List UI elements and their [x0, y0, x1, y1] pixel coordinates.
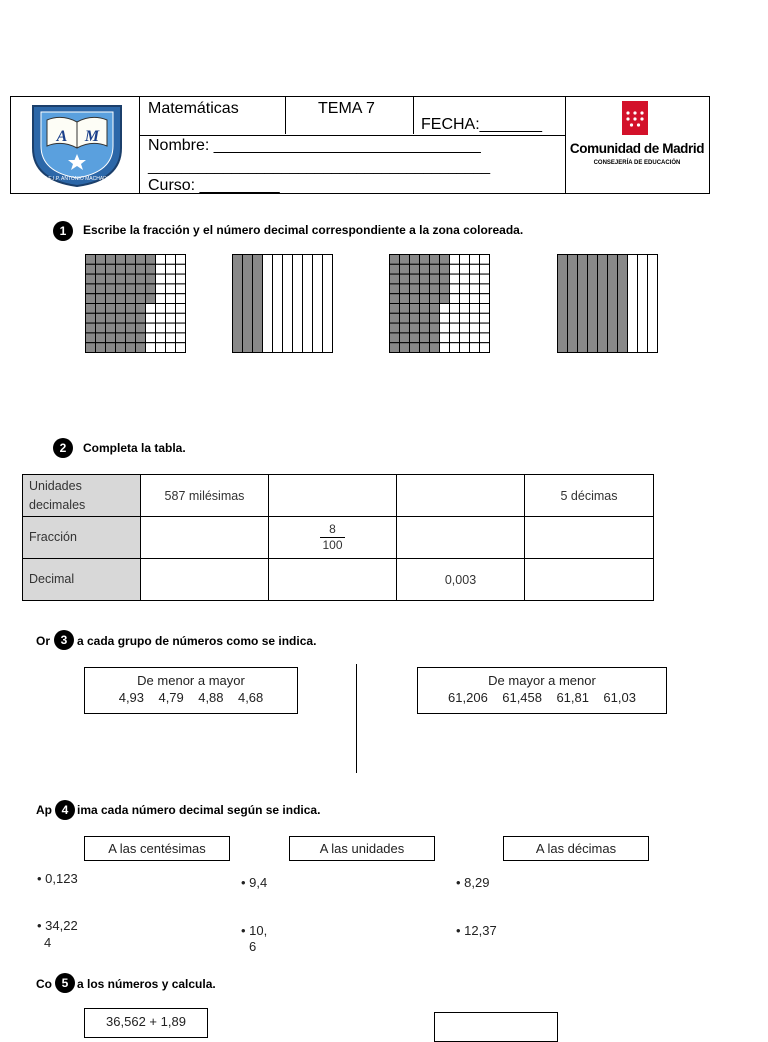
- strip-cell: [293, 255, 303, 353]
- grid-cell: [470, 255, 480, 265]
- grid-cell: [106, 274, 116, 284]
- grid-cell: [400, 343, 410, 353]
- exercise-3-number: 3: [54, 630, 74, 650]
- grid-cell: [410, 333, 420, 343]
- school-logo-icon: [29, 102, 125, 188]
- name-field-line2: _________________________________________: [148, 158, 491, 175]
- list-item: 4: [44, 935, 52, 950]
- grid-cell: [156, 323, 166, 333]
- grid-cell: [420, 333, 430, 343]
- grid-cell: [146, 264, 156, 274]
- grid-cell: [156, 304, 166, 314]
- table-row: [23, 475, 654, 517]
- grid-cell: [400, 294, 410, 304]
- grid-cell: [470, 343, 480, 353]
- strip-cell: [628, 255, 638, 353]
- tenth-strips-figure: [232, 254, 333, 353]
- round-tenths-box: A las décimas: [503, 836, 649, 861]
- exercise-1-instruction: Escribe la fracción y el número decimal correspondiente a la zona coloreada.: [83, 223, 524, 237]
- grid-cell: [176, 333, 186, 343]
- order-descending-box: [417, 667, 667, 714]
- grid-cell: [136, 294, 146, 304]
- grid-cell: [460, 333, 470, 343]
- grid-cell: [460, 313, 470, 323]
- grid-cell: [470, 333, 480, 343]
- strip-cell: [638, 255, 648, 353]
- grid-cell: [96, 313, 106, 323]
- grid-cell: [136, 255, 146, 265]
- grid-cell: [116, 255, 126, 265]
- grid-cell: [390, 343, 400, 353]
- grid-cell: [470, 323, 480, 333]
- date-field: FECHA:_______: [421, 116, 542, 133]
- grid-cell: [106, 313, 116, 323]
- grid-cell: [166, 294, 176, 304]
- grid-cell: [440, 294, 450, 304]
- grid-cell: [156, 284, 166, 294]
- grid-cell: [86, 323, 96, 333]
- grid-cell: [166, 323, 176, 333]
- grid-cell: [410, 284, 420, 294]
- exercise-5-instruction-prefix: Co: [36, 977, 52, 991]
- exercise-1-number: 1: [53, 221, 73, 241]
- region-department: CONSEJERÍA DE EDUCACIÓN: [593, 160, 681, 166]
- grid-cell: [106, 284, 116, 294]
- grid-cell: [440, 304, 450, 314]
- strip-cell: [558, 255, 568, 353]
- grid-cell: [86, 255, 96, 265]
- grid-cell: [86, 304, 96, 314]
- table-cell[interactable]: [525, 559, 654, 601]
- decimal-units-table: [22, 474, 654, 601]
- exercise-4-instruction-prefix: Ap: [36, 803, 52, 817]
- grid-cell: [166, 304, 176, 314]
- grid-cell: [176, 284, 186, 294]
- round-units-box: A las unidades: [289, 836, 435, 861]
- grid-cell: [430, 294, 440, 304]
- grid-cell: [116, 313, 126, 323]
- exercise-5-number: 5: [55, 973, 75, 993]
- course-field: Curso: _________: [148, 177, 280, 194]
- grid-cell: [410, 323, 420, 333]
- grid-cell: [440, 343, 450, 353]
- grid-cell: [430, 333, 440, 343]
- grid-cell: [116, 284, 126, 294]
- table-cell-fraction: [269, 517, 397, 559]
- grid-cell: [460, 274, 470, 284]
- table-cell[interactable]: 587 milésimas: [141, 475, 269, 517]
- grid-cell: [146, 294, 156, 304]
- grid-cell: [176, 274, 186, 284]
- grid-cell: [96, 333, 106, 343]
- grid-cell: [166, 343, 176, 353]
- grid-cell: [460, 294, 470, 304]
- grid-cell: [146, 284, 156, 294]
- exercise-2-instruction: Completa la tabla.: [83, 441, 186, 455]
- header-divider: [413, 135, 565, 136]
- exercise-2-number: 2: [53, 438, 73, 458]
- grid-cell: [156, 274, 166, 284]
- grid-cell: [106, 255, 116, 265]
- grid-cell: [400, 274, 410, 284]
- svg-text:A: A: [56, 128, 68, 145]
- grid-cell: [410, 264, 420, 274]
- box-title: De mayor a menor: [488, 673, 596, 688]
- calculation-box: 36,562 + 1,89: [84, 1008, 208, 1038]
- grid-cell: [116, 274, 126, 284]
- hundred-grid-figure: [85, 254, 186, 353]
- table-cell[interactable]: [141, 517, 269, 559]
- grid-cell: [480, 294, 490, 304]
- hundred-grid-figure: [389, 254, 490, 353]
- table-cell[interactable]: [397, 475, 525, 517]
- grid-cell: [470, 284, 480, 294]
- grid-cell: [420, 313, 430, 323]
- grid-cell: [116, 343, 126, 353]
- grid-cell: [450, 255, 460, 265]
- grid-cell: [460, 284, 470, 294]
- exercise-5-instruction: a los números y calcula.: [77, 977, 216, 991]
- grid-cell: [450, 333, 460, 343]
- round-hundredths-box: A las centésimas: [84, 836, 230, 861]
- list-item: • 0,123: [37, 871, 78, 886]
- grid-cell: [400, 255, 410, 265]
- grid-cell: [106, 343, 116, 353]
- strip-cell: [568, 255, 578, 353]
- grid-cell: [106, 264, 116, 274]
- grid-cell: [440, 274, 450, 284]
- grid-cell: [96, 255, 106, 265]
- grid-cell: [420, 264, 430, 274]
- grid-cell: [156, 333, 166, 343]
- strip-cell: [608, 255, 618, 353]
- grid-cell: [410, 255, 420, 265]
- grid-cell: [390, 333, 400, 343]
- grid-cell: [430, 284, 440, 294]
- grid-cell: [400, 264, 410, 274]
- grid-cell: [460, 255, 470, 265]
- grid-cell: [420, 284, 430, 294]
- grid-cell: [146, 274, 156, 284]
- grid-cell: [450, 264, 460, 274]
- grid-cell: [166, 264, 176, 274]
- grid-cell: [430, 264, 440, 274]
- grid-cell: [146, 343, 156, 353]
- grid-cell: [390, 255, 400, 265]
- number-list: 61,206 61,458 61,81 61,03: [448, 690, 636, 705]
- exercise-3-instruction: a cada grupo de números como se indica.: [77, 634, 317, 648]
- grid-cell: [136, 274, 146, 284]
- grid-cell: [410, 294, 420, 304]
- grid-cell: [126, 304, 136, 314]
- grid-cell: [86, 264, 96, 274]
- grid-cell: [96, 304, 106, 314]
- grid-cell: [136, 304, 146, 314]
- grid-cell: [96, 264, 106, 274]
- grid-cell: [136, 313, 146, 323]
- grid-cell: [106, 333, 116, 343]
- grid-cell: [400, 323, 410, 333]
- strip-cell: [578, 255, 588, 353]
- header-divider: [139, 135, 413, 136]
- grid-cell: [176, 323, 186, 333]
- exercise-3-instruction-prefix: Or: [36, 634, 51, 648]
- grid-cell: [460, 323, 470, 333]
- strip-cell: [618, 255, 628, 353]
- grid-cell: [480, 313, 490, 323]
- grid-cell: [470, 313, 480, 323]
- topic-label: TEMA 7: [318, 100, 375, 117]
- grid-cell: [126, 294, 136, 304]
- tenth-strips-figure: [557, 254, 658, 353]
- strip-cell: [598, 255, 608, 353]
- table-cell[interactable]: 5 décimas: [525, 475, 654, 517]
- grid-cell: [470, 294, 480, 304]
- calculation-box-2: [434, 1012, 558, 1042]
- comunidad-madrid-logo: [566, 101, 708, 189]
- strip-cell: [253, 255, 263, 353]
- grid-cell: [400, 304, 410, 314]
- grid-cell: [176, 255, 186, 265]
- column-divider: [356, 664, 357, 773]
- strip-cell: [588, 255, 598, 353]
- grid-cell: [136, 284, 146, 294]
- grid-cell: [156, 343, 166, 353]
- grid-cell: [460, 264, 470, 274]
- grid-cell: [470, 304, 480, 314]
- grid-cell: [166, 255, 176, 265]
- grid-cell: [146, 333, 156, 343]
- strip-cell: [243, 255, 253, 353]
- grid-cell: [390, 304, 400, 314]
- grid-cell: [156, 264, 166, 274]
- grid-cell: [126, 264, 136, 274]
- grid-cell: [176, 343, 186, 353]
- list-item: • 8,29: [456, 875, 490, 890]
- strip-cell: [313, 255, 323, 353]
- grid-cell: [176, 294, 186, 304]
- svg-text:C.E.I.P. ANTONIO MACHADO: C.E.I.P. ANTONIO MACHADO: [43, 176, 111, 182]
- grid-cell: [86, 284, 96, 294]
- fraction: [320, 522, 344, 553]
- grid-cell: [166, 274, 176, 284]
- grid-cell: [126, 313, 136, 323]
- grid-cell: [106, 304, 116, 314]
- grid-cell: [400, 313, 410, 323]
- grid-cell: [166, 333, 176, 343]
- table-cell[interactable]: [141, 559, 269, 601]
- grid-cell: [420, 294, 430, 304]
- grid-cell: [176, 304, 186, 314]
- grid-cell: [420, 304, 430, 314]
- grid-cell: [420, 255, 430, 265]
- grid-cell: [470, 274, 480, 284]
- grid-cell: [440, 284, 450, 294]
- grid-cell: [430, 323, 440, 333]
- grid-cell: [176, 313, 186, 323]
- list-item: • 10,: [241, 923, 268, 938]
- grid-cell: [116, 304, 126, 314]
- grid-cell: [410, 343, 420, 353]
- list-item: • 12,37: [456, 923, 497, 938]
- grid-cell: [390, 294, 400, 304]
- table-cell[interactable]: [525, 517, 654, 559]
- grid-cell: [390, 274, 400, 284]
- grid-cell: [430, 343, 440, 353]
- grid-cell: [126, 274, 136, 284]
- grid-cell: [116, 264, 126, 274]
- grid-cell: [450, 304, 460, 314]
- grid-cell: [430, 313, 440, 323]
- strip-cell: [283, 255, 293, 353]
- grid-cell: [86, 274, 96, 284]
- grid-cell: [166, 313, 176, 323]
- grid-cell: [86, 313, 96, 323]
- strip-cell: [648, 255, 658, 353]
- grid-cell: [410, 274, 420, 284]
- grid-cell: [146, 255, 156, 265]
- strip-cell: [233, 255, 243, 353]
- subject-label: Matemáticas: [148, 100, 239, 117]
- grid-cell: [96, 343, 106, 353]
- grid-cell: [460, 343, 470, 353]
- grid-cell: [450, 284, 460, 294]
- grid-cell: [420, 343, 430, 353]
- row-header: Unidades decimales: [23, 475, 141, 517]
- madrid-flag-icon: [622, 101, 648, 135]
- grid-cell: [86, 343, 96, 353]
- grid-cell: [430, 304, 440, 314]
- grid-cell: [450, 313, 460, 323]
- grid-cell: [86, 294, 96, 304]
- worksheet-header: [10, 96, 710, 194]
- table-row: [23, 517, 654, 559]
- grid-cell: [136, 333, 146, 343]
- grid-cell: [116, 333, 126, 343]
- strip-cell: [303, 255, 313, 353]
- grid-cell: [126, 255, 136, 265]
- grid-cell: [440, 264, 450, 274]
- table-cell[interactable]: [397, 517, 525, 559]
- grid-cell: [96, 294, 106, 304]
- header-divider: [139, 97, 140, 193]
- svg-text:M: M: [84, 128, 100, 145]
- name-field: Nombre: ______________________________: [148, 137, 481, 154]
- grid-cell: [480, 343, 490, 353]
- grid-cell: [126, 333, 136, 343]
- grid-cell: [390, 264, 400, 274]
- grid-cell: [470, 264, 480, 274]
- grid-cell: [420, 323, 430, 333]
- grid-cell: [126, 323, 136, 333]
- grid-cell: [156, 255, 166, 265]
- grid-cell: [176, 264, 186, 274]
- list-item: • 34,22: [37, 918, 78, 933]
- row-header: Decimal: [23, 559, 141, 601]
- strip-cell: [323, 255, 333, 353]
- grid-cell: [106, 323, 116, 333]
- table-row: [23, 559, 654, 601]
- grid-cell: [126, 284, 136, 294]
- grid-cell: [460, 304, 470, 314]
- grid-cell: [480, 304, 490, 314]
- grid-cell: [126, 343, 136, 353]
- grid-cell: [156, 313, 166, 323]
- strip-cell: [273, 255, 283, 353]
- region-name: Comunidad de Madrid: [569, 141, 705, 156]
- grid-cell: [400, 333, 410, 343]
- grid-cell: [390, 323, 400, 333]
- number-list: 4,93 4,79 4,88 4,68: [118, 690, 264, 705]
- grid-cell: [96, 274, 106, 284]
- order-ascending-box: [84, 667, 298, 714]
- strip-cell: [263, 255, 273, 353]
- grid-cell: [96, 323, 106, 333]
- table-cell[interactable]: 0,003: [397, 559, 525, 601]
- header-divider: [285, 97, 286, 134]
- grid-cell: [480, 255, 490, 265]
- grid-cell: [410, 304, 420, 314]
- grid-cell: [440, 313, 450, 323]
- exercise-4-instruction: ima cada número decimal según se indica.: [77, 803, 321, 817]
- grid-cell: [116, 323, 126, 333]
- grid-cell: [400, 284, 410, 294]
- box-title: De menor a mayor: [137, 673, 245, 688]
- grid-cell: [86, 333, 96, 343]
- grid-cell: [450, 294, 460, 304]
- grid-cell: [136, 343, 146, 353]
- table-cell[interactable]: [269, 475, 397, 517]
- grid-cell: [480, 333, 490, 343]
- table-cell[interactable]: [269, 559, 397, 601]
- fraction-denominator: 100: [322, 538, 343, 552]
- grid-cell: [440, 323, 450, 333]
- grid-cell: [480, 264, 490, 274]
- grid-cell: [390, 313, 400, 323]
- header-divider: [413, 97, 414, 134]
- list-item: 6: [249, 939, 257, 954]
- grid-cell: [146, 323, 156, 333]
- grid-cell: [450, 274, 460, 284]
- grid-cell: [410, 313, 420, 323]
- grid-cell: [480, 274, 490, 284]
- grid-cell: [440, 333, 450, 343]
- grid-cell: [156, 294, 166, 304]
- grid-cell: [450, 343, 460, 353]
- grid-cell: [166, 284, 176, 294]
- grid-cell: [440, 255, 450, 265]
- fraction-numerator: 8: [329, 522, 336, 536]
- grid-cell: [430, 274, 440, 284]
- grid-cell: [480, 323, 490, 333]
- grid-cell: [480, 284, 490, 294]
- grid-cell: [430, 255, 440, 265]
- grid-cell: [136, 323, 146, 333]
- grid-cell: [390, 284, 400, 294]
- grid-cell: [96, 284, 106, 294]
- grid-cell: [450, 323, 460, 333]
- grid-cell: [146, 304, 156, 314]
- grid-cell: [136, 264, 146, 274]
- exercise-4-number: 4: [55, 800, 75, 820]
- grid-cell: [106, 294, 116, 304]
- list-item: • 9,4: [241, 875, 268, 890]
- grid-cell: [420, 274, 430, 284]
- row-header: Fracción: [23, 517, 141, 559]
- grid-cell: [146, 313, 156, 323]
- grid-cell: [116, 294, 126, 304]
